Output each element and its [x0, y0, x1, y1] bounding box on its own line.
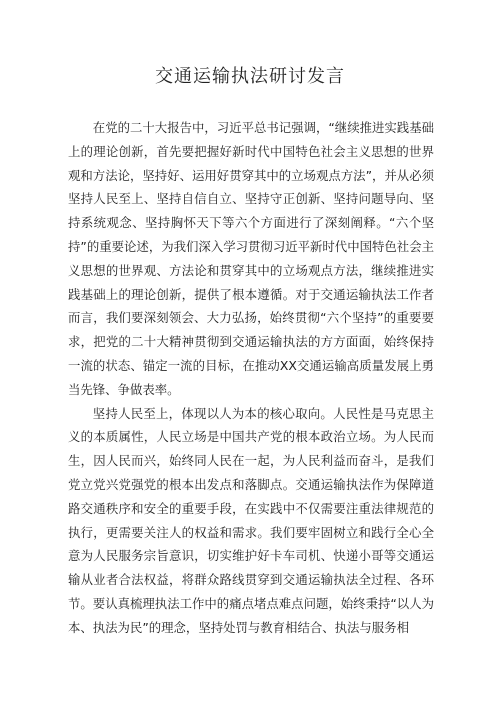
document-title: 交通运输执法研讨发言: [155, 66, 345, 87]
paragraph: 坚持人民至上，体现以人为本的核心取向。人民性是马克思主义的本质属性，人民立场是中国共产党的根本政治立场。为人民而生，因人民而兴，始终同人民在一起，为人民利益而奋斗，是我们党立党兴党强党的根本出发点和落脚点。交通运输执法作为保障道路交通秩序和安全的重要手段，在实践中不仅需要注重法律规范的执行，更需要关注人的权益和需求。我们要牢固树立和践行全心全意为人民服务宗旨意识，切实维护好卡车司机、快递小哥等交通运输从业者合法权益，将群众路线贯穿到交通运输执法全过程、各环节。要认真梳理执法工作中的痛点堵点难点问题，始终秉持“以人为本、执法为民”的理念，坚持处罚与教育相结合、执法与服务相: [68, 405, 434, 635]
document-body: [68, 116, 434, 640]
paragraph: 在党的二十大报告中，习近平总书记强调，“继续推进实践基础上的理论创新，首先要把握好新时代中国特色社会主义思想的世界观和方法论，坚持好、运用好贯穿其中的立场观点方法”，并从必须坚持人民至上、坚持自信自立、坚持守正创新、坚持问题导向、坚持系统观念、坚持胸怀天下等六个方面进行了深刻阐释。“六个坚持”的重要论述，为我们深入学习贯彻习近平新时代中国特色社会主义思想的世界观、方法论和贯穿其中的立场观点方法，继续推进实践基础上的理论创新，提供了根本遵循。对于交通运输执法工作者而言，我们要深刻领会、大力弘扬，始终贯彻“六个坚持”的重要要求，把党的二十大精神贯彻到交通运输执法的方方面面，始终保持一流的状态、锚定一流的目标，在推动XX交通运输高质量发展上勇当先锋、争做表率。: [68, 120, 434, 397]
